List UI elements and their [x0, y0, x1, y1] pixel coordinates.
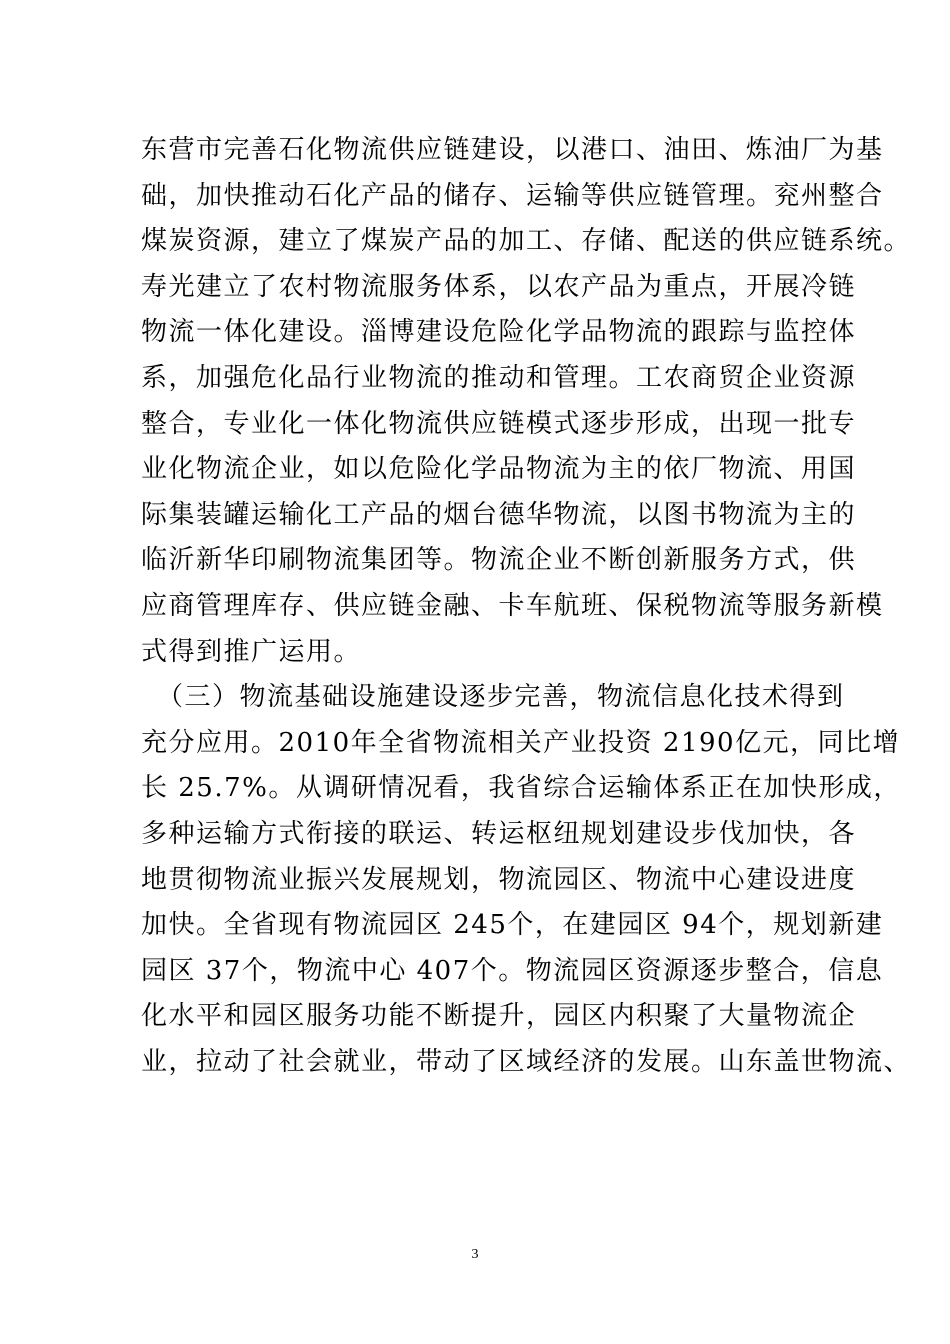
text-line-8: 业化物流企业，如以危险化学品物流为主的依厂物流、用国: [141, 454, 857, 485]
text-line-15: 长 25.7%。从调研情况看，我省综合运输体系正在加快形成，: [141, 773, 901, 804]
text-line-6: 系，加强危化品行业物流的推动和管理。工农商贸企业资源: [141, 362, 857, 393]
section-heading-line: （三）物流基础设施建设逐步完善，物流信息化技术得到: [157, 682, 845, 713]
text-line-20: 化水平和园区服务功能不断提升，园区内积聚了大量物流企: [141, 1001, 857, 1032]
text-line-2: 础，加快推动石化产品的储存、运输等供应链管理。兖州整合: [141, 180, 884, 211]
text-line-3: 煤炭资源，建立了煤炭产品的加工、存储、配送的供应链系统。: [141, 226, 912, 257]
text-line-7: 整合，专业化一体化物流供应链模式逐步形成，出现一批专: [141, 408, 857, 439]
text-line-18: 加快。全省现有物流园区 245个，在建园区 94个，规划新建: [141, 910, 884, 941]
text-line-12: 式得到推广运用。: [141, 636, 362, 667]
text-line-4: 寿光建立了农村物流服务体系，以农产品为重点，开展冷链: [141, 271, 857, 302]
page-number: 3: [471, 1247, 479, 1262]
text-line-5: 物流一体化建设。淄博建设危险化学品物流的跟踪与监控体: [141, 317, 857, 348]
text-line-1: 东营市完善石化物流供应链建设，以港口、油田、炼油厂为基: [141, 135, 884, 165]
text-line-9: 际集装罐运输化工产品的烟台德华物流，以图书物流为主的: [141, 499, 857, 530]
text-line-16: 多种运输方式衔接的联运、转运枢纽规划建设步伐加快，各: [141, 818, 857, 849]
text-line-14: 充分应用。2010年全省物流相关产业投资 2190亿元，同比增: [141, 727, 901, 758]
body-text: [141, 128, 912, 1085]
text-line-17: 地贯彻物流业振兴发展规划，物流园区、物流中心建设进度: [141, 864, 857, 895]
text-line-10: 临沂新华印刷物流集团等。物流企业不断创新服务方式，供: [141, 545, 857, 576]
text-line-21: 业，拉动了社会就业，带动了区域经济的发展。山东盖世物流、: [141, 1046, 912, 1077]
text-line-19: 园区 37个，物流中心 407个。物流园区资源逐步整合，信息: [141, 955, 884, 986]
text-line-11: 应商管理库存、供应链金融、卡车航班、保税物流等服务新模: [141, 590, 884, 621]
